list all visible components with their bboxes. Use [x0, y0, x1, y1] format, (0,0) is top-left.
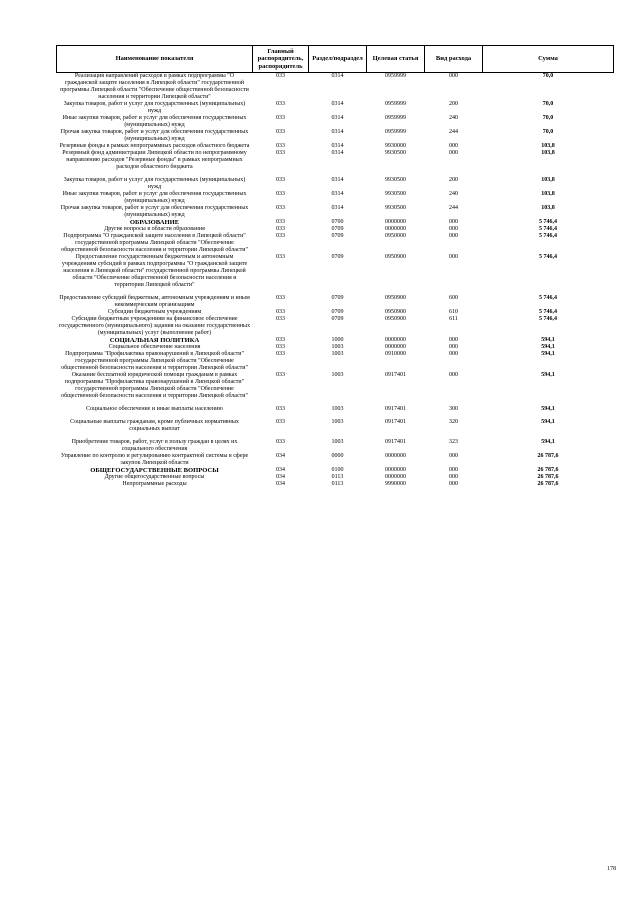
row-name-cell: Подпрограмма "О гражданской защите населения в Липецкой области" государственной программы Липецкой области "Обеспечение общественной безопасности населения и территории Липецкой области"	[61, 233, 248, 253]
row-name-cell: Предоставление государственным бюджетным и автономным учреждениям субсидий в рамках подпрограммы "О гражданской защите населения в Липецкой области" государственной программы Липецкой области "Обеспечение общественной безопасности населения и территории Липецкой области"	[61, 254, 248, 288]
row-name-cell: Управление по контролю и регулированию контрактной системы в сфере закупок Липецкой области	[60, 453, 249, 466]
row-target-cell: 9930000	[385, 143, 406, 149]
row-sum-cell: 5 746,4	[539, 219, 557, 225]
row-name-cell: СОЦИАЛЬНАЯ ПОЛИТИКА	[109, 337, 200, 344]
row-admin-cell: 033	[276, 129, 285, 135]
row-admin-cell: 033	[276, 344, 285, 350]
row-section-cell: 0709	[331, 309, 344, 315]
row-admin-cell: 033	[276, 101, 285, 107]
row-name-cell: Иные закупки товаров, работ и услуг для обеспечения государственных (муниципальных) нужд	[62, 115, 247, 128]
row-name-cell: Прочая закупка товаров, работ и услуг для обеспечения государственных (муниципальных) нужд	[60, 129, 249, 142]
row-type-cell: 610	[449, 309, 458, 315]
row-sum-cell: 594,1	[541, 337, 555, 343]
row-section-cell: 0709	[331, 254, 344, 260]
row-section-cell: 0700	[331, 219, 344, 225]
row-section-cell: 1003	[331, 406, 344, 412]
row-section-cell: 1003	[331, 372, 344, 378]
row-type-cell: 000	[449, 481, 458, 487]
table-row	[57, 101, 614, 115]
row-name-cell: Другие общегосударственные вопросы	[104, 474, 205, 480]
row-type-cell: 240	[449, 191, 458, 197]
row-sum-cell: 103,8	[541, 205, 555, 211]
row-name-cell: Предоставление субсидий бюджетным, автономным учреждениям и иным некоммерческим организациям	[59, 295, 250, 308]
row-admin-cell: 033	[276, 219, 285, 225]
row-type-cell: 000	[449, 233, 458, 239]
row-name-cell: Прочая закупка товаров, работ и услуг для обеспечения государственных (муниципальных) нужд	[60, 205, 249, 218]
row-type-cell: 000	[449, 453, 458, 459]
row-name-cell: Непрограммные расходы	[122, 481, 187, 487]
row-target-cell: 0917401	[385, 406, 406, 412]
row-admin-cell: 033	[276, 316, 285, 322]
row-section-cell: 0000	[331, 453, 344, 459]
row-target-cell: 0959999	[385, 115, 406, 121]
row-target-cell: 0000000	[385, 474, 406, 480]
table-row	[57, 351, 614, 372]
row-type-cell: 000	[449, 474, 458, 480]
row-section-cell: 0314	[331, 205, 344, 211]
row-admin-cell: 033	[276, 419, 285, 425]
row-section-cell: 0100	[331, 467, 344, 473]
row-sum-cell: 5 746,4	[539, 316, 557, 322]
row-admin-cell: 033	[276, 309, 285, 315]
row-sum-cell: 594,1	[541, 351, 555, 357]
row-target-cell: 0917401	[385, 372, 406, 378]
table-row	[57, 474, 614, 481]
row-target-cell: 9930500	[385, 191, 406, 197]
row-sum-cell: 26 787,6	[537, 453, 559, 459]
row-section-cell: 0113	[331, 481, 344, 487]
row-sum-cell: 70,0	[542, 73, 554, 79]
row-target-cell: 0000000	[385, 226, 406, 232]
row-section-cell: 0314	[331, 73, 344, 79]
table-row	[57, 177, 614, 191]
table-row	[57, 295, 614, 309]
row-name-cell: Резервный фонд администрации Липецкой области по непрограммному направлению расходов "Резервные фонды" в рамках непрограммных расходов областного бюджета	[62, 150, 247, 170]
row-sum-cell: 70,0	[542, 129, 554, 135]
row-name-cell: Подпрограмма "Профилактика правонарушений в Липецкой области" государственной программы Липецкой области "Обеспечение общественной безопасности населения и территории Липецкой области"	[61, 351, 248, 371]
row-type-cell: 200	[449, 101, 458, 107]
table-row	[57, 254, 614, 289]
row-admin-cell: 033	[276, 439, 285, 445]
row-target-cell: 0000000	[385, 337, 406, 343]
row-section-cell: 1000	[331, 337, 344, 343]
row-type-cell: 000	[449, 73, 458, 79]
row-type-cell: 244	[449, 205, 458, 211]
row-admin-cell: 033	[276, 226, 285, 232]
header-expense-type: Вид расхода	[425, 46, 483, 73]
row-sum-cell: 26 787,6	[537, 474, 559, 480]
row-type-cell: 000	[449, 226, 458, 232]
table-row	[57, 467, 614, 474]
row-name-cell: Субсидии бюджетным учреждениям	[107, 309, 202, 315]
row-sum-cell: 103,8	[541, 191, 555, 197]
row-type-cell: 200	[449, 177, 458, 183]
row-section-cell: 0709	[331, 295, 344, 301]
row-admin-cell: 033	[276, 177, 285, 183]
table-row	[57, 439, 614, 453]
row-sum-cell: 594,1	[541, 406, 555, 412]
row-sum-cell: 594,1	[541, 439, 555, 445]
row-target-cell: 0910000	[385, 351, 406, 357]
row-section-cell: 0709	[331, 316, 344, 322]
row-section-cell: 0314	[331, 129, 344, 135]
row-sum-cell: 26 787,6	[537, 481, 559, 487]
header-target: Целевая статья	[367, 46, 425, 73]
row-target-cell: 0950900	[385, 254, 406, 260]
row-type-cell: 000	[449, 351, 458, 357]
row-admin-cell: 033	[276, 254, 285, 260]
row-name-cell: Субсидии бюджетным учреждениям на финансовое обеспечение государственного (муниципального) задания на оказание государственных (муниципальных) услуг (выполнение работ)	[58, 316, 251, 336]
table-row	[57, 115, 614, 129]
header-section: Раздел/подраздел	[309, 46, 367, 73]
header-admin: Главный распорядитель, распорядитель	[253, 46, 309, 73]
row-admin-cell: 034	[276, 453, 285, 459]
row-section-cell: 1003	[331, 344, 344, 350]
table-row	[57, 205, 614, 219]
row-admin-cell: 033	[276, 295, 285, 301]
row-target-cell: 0950900	[385, 316, 406, 322]
row-name-cell: Резервные фонды в рамках непрограммных расходов областного бюджета	[59, 143, 250, 149]
header-sum: Сумма	[483, 46, 614, 73]
row-type-cell: 000	[449, 344, 458, 350]
row-name-cell: Социальное обеспечение и иные выплаты населению	[86, 406, 223, 412]
row-type-cell: 000	[449, 337, 458, 343]
row-sum-cell: 594,1	[541, 372, 555, 378]
row-target-cell: 0917401	[385, 439, 406, 445]
table-row	[57, 481, 614, 488]
row-admin-cell: 033	[276, 205, 285, 211]
row-section-cell: 0113	[331, 474, 344, 480]
row-admin-cell: 033	[276, 337, 285, 343]
row-admin-cell: 033	[276, 115, 285, 121]
row-name-cell: Другие вопросы в области образования	[104, 226, 205, 232]
table-row	[57, 233, 614, 254]
row-sum-cell: 594,1	[541, 419, 555, 425]
table-row	[57, 419, 614, 433]
row-name-cell: Оказание бесплатной юридической помощи гражданам в рамках подпрограммы "Профилактика правонарушений в Липецкой области" государственной программы Липецкой области "Обеспечение общественной безопасности населения и территории Липецкой области"	[61, 372, 248, 399]
table-row	[57, 226, 614, 233]
row-admin-cell: 033	[276, 191, 285, 197]
row-target-cell: 0959999	[385, 73, 406, 79]
page-number: 178	[607, 866, 616, 872]
row-sum-cell: 5 746,4	[539, 254, 557, 260]
table-body	[57, 73, 614, 489]
table-row	[57, 372, 614, 400]
row-name-cell: Реализация направлений расходов в рамках подпрограммы "О гражданской защите населения в Липецкой области" государственной программы Липецкой области "Обеспечение общественной безопасности населения и территории Липецкой области"	[60, 73, 249, 100]
row-target-cell: 9990000	[385, 481, 406, 487]
row-sum-cell: 103,8	[541, 150, 555, 156]
row-sum-cell: 594,1	[541, 344, 555, 350]
row-type-cell: 300	[449, 406, 458, 412]
row-target-cell: 9930500	[385, 177, 406, 183]
row-type-cell: 244	[449, 129, 458, 135]
row-target-cell: 0950900	[385, 309, 406, 315]
table-row	[57, 143, 614, 150]
row-sum-cell: 70,0	[542, 115, 554, 121]
row-section-cell: 0314	[331, 150, 344, 156]
table-row	[57, 309, 614, 316]
row-admin-cell: 033	[276, 233, 285, 239]
row-name-cell: Приобретение товаров, работ, услуг в пользу граждан в целях их социального обеспечения	[71, 439, 238, 452]
row-target-cell: 0959999	[385, 129, 406, 135]
row-admin-cell: 033	[276, 150, 285, 156]
row-sum-cell: 5 746,4	[539, 295, 557, 301]
table-row	[57, 73, 614, 102]
row-admin-cell: 034	[276, 474, 285, 480]
row-admin-cell: 033	[276, 143, 285, 149]
row-section-cell: 0709	[331, 226, 344, 232]
row-type-cell: 240	[449, 115, 458, 121]
row-section-cell: 0314	[331, 177, 344, 183]
row-admin-cell: 033	[276, 73, 285, 79]
row-target-cell: 0000000	[385, 219, 406, 225]
row-name-cell: Иные закупки товаров, работ и услуг для обеспечения государственных (муниципальных) нужд	[62, 191, 247, 204]
table-row	[57, 406, 614, 413]
row-type-cell: 000	[449, 372, 458, 378]
row-name-cell: Социальные выплаты гражданам, кроме публичных нормативных социальных выплат	[70, 419, 239, 432]
table-header-row	[57, 46, 614, 73]
row-name-cell: ОБРАЗОВАНИЕ	[129, 219, 180, 226]
row-target-cell: 0000000	[385, 467, 406, 473]
row-type-cell: 320	[449, 419, 458, 425]
row-sum-cell: 5 746,4	[539, 226, 557, 232]
row-name-cell: ОБЩЕГОСУДАРСТВЕННЫЕ ВОПРОСЫ	[90, 467, 219, 474]
row-sum-cell: 26 787,6	[537, 467, 559, 473]
table-row	[57, 129, 614, 143]
table-row	[57, 150, 614, 171]
row-sum-cell: 5 746,4	[539, 233, 557, 239]
row-section-cell: 0314	[331, 191, 344, 197]
row-target-cell: 0000000	[385, 344, 406, 350]
row-target-cell: 0950000	[385, 233, 406, 239]
row-sum-cell: 5 746,4	[539, 309, 557, 315]
row-type-cell: 000	[449, 150, 458, 156]
row-sum-cell: 103,8	[541, 143, 555, 149]
table-row	[57, 316, 614, 337]
row-section-cell: 1003	[331, 351, 344, 357]
table-row	[57, 219, 614, 226]
table-row	[57, 191, 614, 205]
row-target-cell: 0959999	[385, 101, 406, 107]
table-row	[57, 453, 614, 467]
row-admin-cell: 033	[276, 372, 285, 378]
row-target-cell: 0917401	[385, 419, 406, 425]
row-type-cell: 000	[449, 143, 458, 149]
table-row	[57, 337, 614, 344]
row-section-cell: 0709	[331, 233, 344, 239]
header-name: Наименование показателя	[57, 46, 253, 73]
row-section-cell: 1003	[331, 419, 344, 425]
row-sum-cell: 103,8	[541, 177, 555, 183]
row-type-cell: 323	[449, 439, 458, 445]
row-name-cell: Социальное обеспечение населения	[108, 344, 201, 350]
row-name-cell: Закупка товаров, работ и услуг для государственных (муниципальных) нужд	[63, 101, 246, 114]
row-target-cell: 0950900	[385, 295, 406, 301]
row-admin-cell: 034	[276, 481, 285, 487]
row-section-cell: 1003	[331, 439, 344, 445]
row-target-cell: 0000000	[385, 453, 406, 459]
table-row	[57, 344, 614, 351]
row-name-cell: Закупка товаров, работ и услуг для государственных (муниципальных) нужд	[63, 177, 246, 190]
row-admin-cell: 034	[276, 467, 285, 473]
row-type-cell: 000	[449, 467, 458, 473]
row-type-cell: 000	[449, 219, 458, 225]
row-section-cell: 0314	[331, 143, 344, 149]
row-type-cell: 600	[449, 295, 458, 301]
row-type-cell: 000	[449, 254, 458, 260]
row-sum-cell: 70,0	[542, 101, 554, 107]
row-admin-cell: 033	[276, 351, 285, 357]
row-section-cell: 0314	[331, 101, 344, 107]
row-target-cell: 9930500	[385, 205, 406, 211]
row-admin-cell: 033	[276, 406, 285, 412]
budget-table	[56, 45, 614, 488]
row-target-cell: 9930500	[385, 150, 406, 156]
row-section-cell: 0314	[331, 115, 344, 121]
row-type-cell: 611	[449, 316, 458, 322]
